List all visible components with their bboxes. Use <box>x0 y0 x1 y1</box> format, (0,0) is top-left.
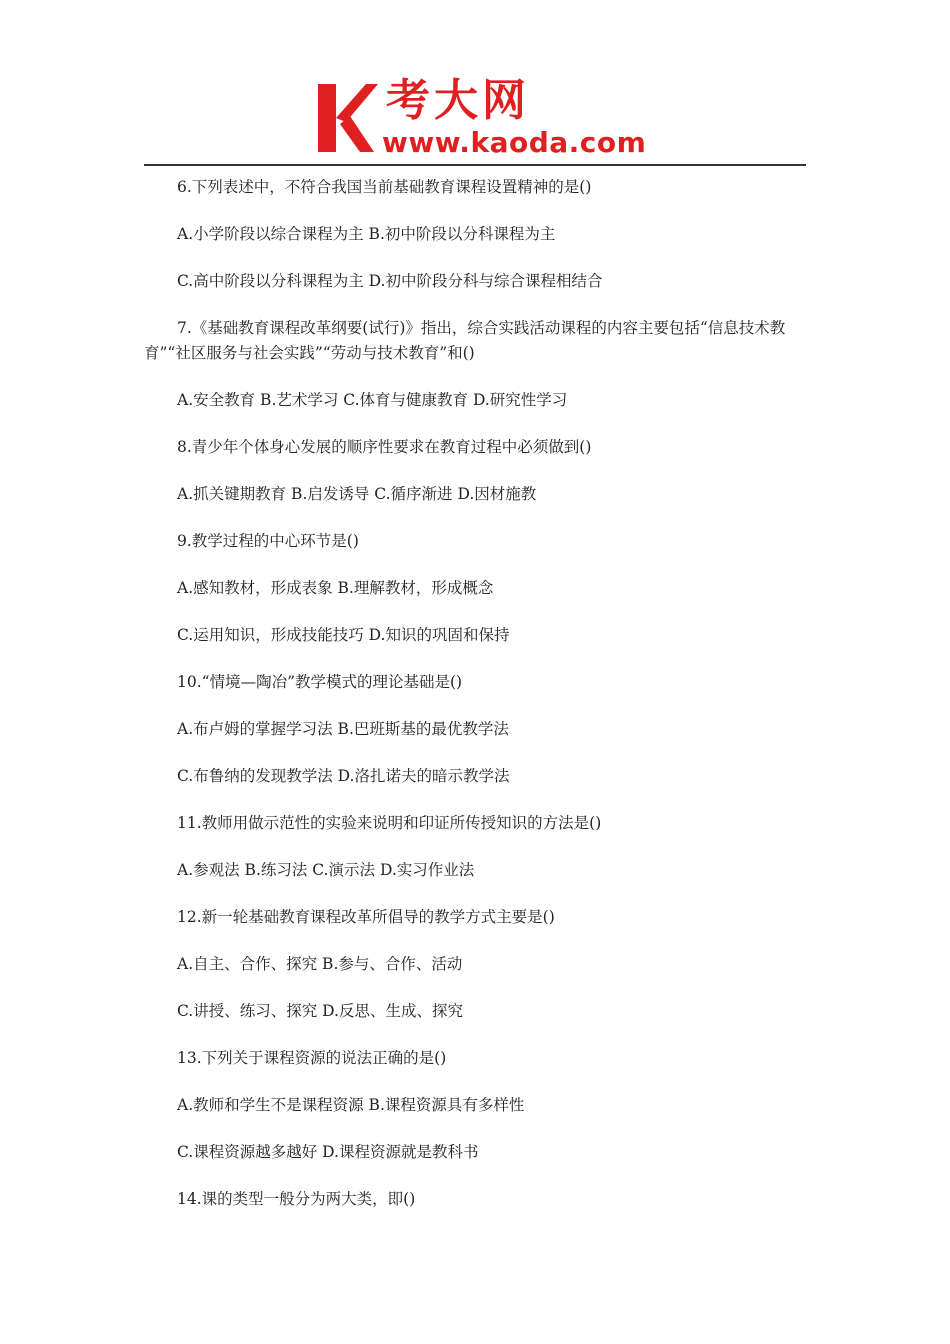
question-8: 8.青少年个体身心发展的顺序性要求在教育过程中必须做到() <box>177 438 592 456</box>
question-9-options-cd: C.运用知识，形成技能技巧 D.知识的巩固和保持 <box>177 626 510 644</box>
question-9-options-ab: A.感知教材，形成表象 B.理解教材，形成概念 <box>177 579 494 597</box>
logo-chinese-text: 考大网 <box>386 75 530 126</box>
question-11: 11.教师用做示范性的实验来说明和印证所传授知识的方法是() <box>177 814 602 832</box>
question-6: 6.下列表述中，不符合我国当前基础教育课程设置精神的是() <box>177 178 592 196</box>
question-6-options-ab: A.小学阶段以综合课程为主 B.初中阶段以分科课程为主 <box>177 225 556 243</box>
question-13: 13.下列关于课程资源的说法正确的是() <box>177 1049 447 1067</box>
question-12-options-ab: A.自主、合作、探究 B.参与、合作、活动 <box>177 955 463 973</box>
question-12: 12.新一轮基础教育课程改革所倡导的教学方式主要是() <box>177 908 555 926</box>
header-divider <box>144 164 806 166</box>
logo-url-text: www.kaoda.com <box>382 126 647 159</box>
question-12-options-cd: C.讲授、练习、探究 D.反思、生成、探究 <box>177 1002 463 1020</box>
page-header <box>0 0 950 166</box>
question-9: 9.教学过程的中心环节是() <box>177 532 359 550</box>
question-8-options: A.抓关键期教育 B.启发诱导 C.循序渐进 D.因材施教 <box>177 485 537 503</box>
question-13-options-cd: C.课程资源越多越好 D.课程资源就是教科书 <box>177 1143 479 1161</box>
kaoda-logo-k-icon <box>316 82 378 152</box>
question-7-options: A.安全教育 B.艺术学习 C.体育与健康教育 D.研究性学习 <box>177 391 568 409</box>
question-7: 7.《基础教育课程改革纲要(试行)》指出，综合实践活动课程的内容主要包括“信息技术教育”“社区服务与社会实践”“劳动与技术教育”和() <box>144 319 786 362</box>
question-10-options-cd: C.布鲁纳的发现教学法 D.洛扎诺夫的暗示教学法 <box>177 767 510 785</box>
question-13-options-ab: A.教师和学生不是课程资源 B.课程资源具有多样性 <box>177 1096 525 1114</box>
question-6-options-cd: C.高中阶段以分科课程为主 D.初中阶段分科与综合课程相结合 <box>177 272 603 290</box>
question-10: 10.“情境—陶冶”教学模式的理论基础是() <box>177 673 463 691</box>
question-11-options: A.参观法 B.练习法 C.演示法 D.实习作业法 <box>177 861 475 879</box>
question-14: 14.课的类型一般分为两大类，即() <box>177 1190 416 1208</box>
document-body <box>144 175 810 1234</box>
question-10-options-ab: A.布卢姆的掌握学习法 B.巴班斯基的最优教学法 <box>177 720 509 738</box>
